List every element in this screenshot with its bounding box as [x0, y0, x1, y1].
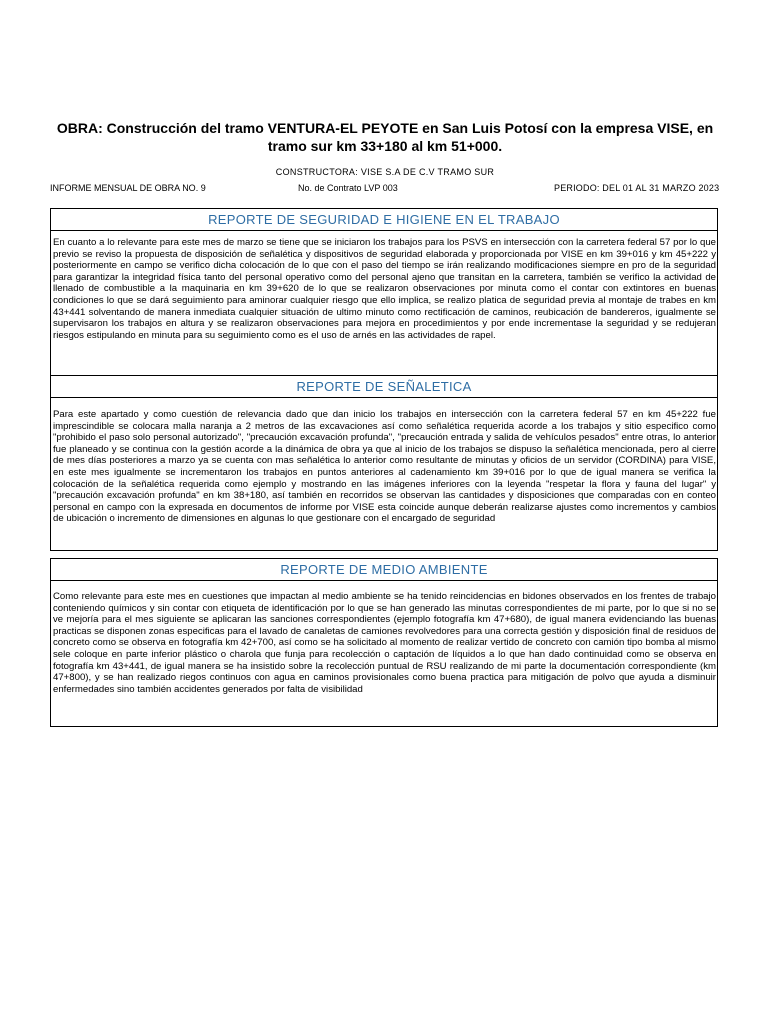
signage-report-heading: REPORTE DE SEÑALETICA: [51, 376, 717, 398]
signage-report-body: Para este apartado y como cuestión de relevancia dado que dan inicio los trabajos en intersección con la carretera federal 57 en km 45+222 fue imprescindible se colocara malla naranja a 2 metros de las excavaciones así como señalética requerida acorde a los trabajos y sitio especifico como "prohibido el paso solo personal autorizado", "precaución excavación profunda", "precaución entrada y salida de vehículos pesados" entre otras, lo anterior fue planeado y se continua con la gestión acorde a la dinámica de obra ya que al inicio de los trabajos se dispuso la señalética mencionada, pero al cierre de mes días posteriores a marzo ya se cuenta con mas señalética lo anterior como resultante de minutas y oficios de un servidor (CORDINA) para VISE, en este mes igualmente se incrementaron los trabajos en puntos anteriores al cadenamiento km 39+016 por lo que de igual manera se verifica la colocación de la señalética requerida como ejemplo y mostrando en las imágenes inferiores con la leyenda "respetar la flora y fauna del lugar" y "precaución excavación profunda" en km 38+180, así también en recorridos se observan las cantidades y disposiciones que comparadas con en conteo personal en campo con la expresada en documentos de informe por VISE esta coincide aunque deberán realizarse ajustes como incrementos y cambios de ubicación o incremento de dimensiones en algunas lo que gestionare con el encargado de seguridad: [53, 409, 716, 525]
environment-report-section: [50, 558, 718, 727]
page-title: OBRA: Construcción del tramo VENTURA-EL PEYOTE en San Luis Potosí con la empresa VISE, en tramo sur km 33+180 al km 51+000.: [56, 120, 714, 154]
contract-number: No. de Contrato LVP 003: [298, 183, 398, 193]
environment-report-body: Como relevante para este mes en cuestiones que impactan al medio ambiente se ha tenido reincidencias en bidones observados en los frentes de trabajo conteniendo químicos y sin contar con etiqueta de identificación por lo que se han generado las minutas correspondientes de mi parte, por lo que si no se ve mejoría para el mes siguiente se aplicaran las sanciones correspondientes (ejemplo fotografía km 47+680), de igual manera evidenciando las buenas practicas se disponen zonas especificas para el lavado de canaletas de camiones revolvedores para una correcta gestión y disposición final de residuos de concreto como se observa en fotografía km 42+700, así como se ha solicitado al momento de realizar vertido de concreto con camión tipo bomba al mismo sele coloque en parte inferior plástico o charola que funja para recolección o captación de líquidos a lo que han dado continuidad como se observa en fotografía km 43+441, de igual manera se ha insistido sobre la recolección puntual de RSU realizando de mi parte la documentación correspondiente (km 47+800), y se han realizado riegos continuos con agua en caminos provisionales como buena practica para mitigación de polvo que ayuda a disminuir enfermedades sino también accidentes generados por falta de visibilidad: [53, 591, 716, 695]
safety-report-section: [50, 208, 718, 376]
informe-number: INFORME MENSUAL DE OBRA NO. 9: [50, 183, 206, 193]
constructora-label: CONSTRUCTORA: VISE S.A DE C.V TRAMO SUR: [275, 167, 495, 177]
environment-report-heading: REPORTE DE MEDIO AMBIENTE: [51, 559, 717, 581]
signage-report-section: [50, 375, 718, 551]
safety-report-body: En cuanto a lo relevante para este mes de marzo se tiene que se iniciaron los trabajos para los PSVS en intersección con la carretera federal 57 por lo que previo se reviso la propuesta de disposición de señalética y dispositivos de seguridad elaborada y proporcionada por VISE en km 39+016 y km 45+222 y posteriormente en campo se verifico dicha colocación de lo que con el paso del tiempo se irán realizando modificaciones siempre en pro de la seguridad para garantizar la integridad física tanto del personal operativo como del personal ajeno que transitan en la carretera, también se verifico la actividad de llenado de combustible a la maquinaria en km 39+620 de lo que se realizaron observaciones por minuta como el contar con extintores en buenas condiciones lo que se dará seguimiento para aminorar cualquier riesgo que ello implica, se realizo platica de seguridad previa al montaje de trabes en km 43+441 solventando de manera inmediata cualquier situación de ultimo minuto como rectificación de caminos, reubicación de bandereros, igualmente se supervisaron los trabajos en altura y se realizaron observaciones para mejora en procedimientos y por ende incrementase la seguridad y se redujeran riesgos estipulando en minuta para su seguimiento como es el uso de arnés en las actividades de rapel.: [53, 237, 716, 341]
safety-report-heading: REPORTE DE SEGURIDAD E HIGIENE EN EL TRABAJO: [51, 209, 717, 231]
report-period: PERIODO: DEL 01 AL 31 MARZO 2023: [554, 183, 720, 193]
